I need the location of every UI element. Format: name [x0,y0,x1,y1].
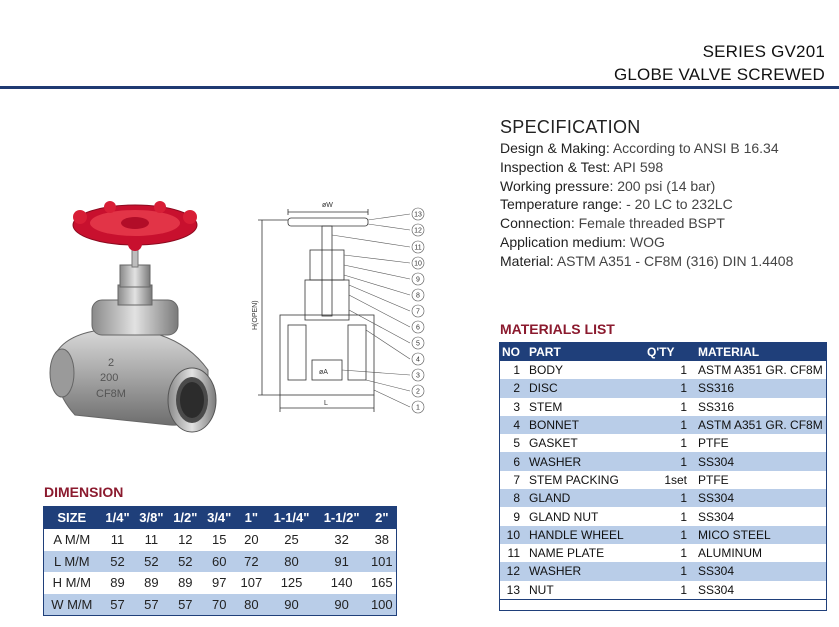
dimension-cell: 165 [367,572,397,594]
materials-header-row [499,342,827,361]
dimension-cell: 80 [236,594,266,616]
spec-label: Application medium: [500,233,627,250]
materials-cell-no: 5 [499,434,526,452]
materials-cell-part: STEM [526,398,644,416]
callout-2: 2 [416,388,420,396]
materials-cell-no: 1 [499,361,526,379]
dimension-cell: 38 [367,529,397,551]
body-mark-material: CF8M [96,388,126,400]
materials-cell-qty: 1 [644,562,695,580]
callout-6: 6 [416,324,420,332]
materials-row [499,562,827,580]
spec-label: Design & Making: [500,140,610,156]
materials-cell-qty: 1 [644,526,695,544]
dimension-row [43,551,397,573]
dimension-row-label: W M/M [43,594,101,616]
materials-row [499,434,827,452]
materials-cell-material: MICO STEEL [695,526,827,544]
specification-title: SPECIFICATION [500,117,641,137]
materials-cell-no: 3 [499,398,526,416]
materials-cell-part: HANDLE WHEEL [526,526,644,544]
materials-row [499,526,827,544]
materials-cell-qty: 1 [644,489,695,507]
materials-cell-part: BONNET [526,416,644,434]
col-qty: Q'TY [644,342,695,361]
callout-5: 5 [416,340,420,348]
materials-row [499,379,827,397]
spec-row [500,214,830,233]
callout-3: 3 [416,372,420,380]
materials-cell-no: 7 [499,471,526,489]
materials-cell-part: GLAND [526,489,644,507]
dimension-header-cell: 1/4" [101,506,135,529]
dimension-cell: 80 [267,551,317,573]
product-title: GLOBE VALVE SCREWED [613,65,825,84]
dimension-cell: 57 [168,594,202,616]
dimension-row-label: A M/M [43,529,101,551]
materials-row [499,416,827,434]
materials-cell-part: NUT [526,581,644,600]
materials-cell-qty: 1 [644,434,695,452]
materials-title: MATERIALS LIST [500,321,615,337]
dimension-cell: 89 [134,572,168,594]
body-mark-pressure: 200 [100,372,119,384]
dimension-cell: 57 [101,594,135,616]
dimension-cell: 52 [168,551,202,573]
dimension-cell: 107 [236,572,266,594]
dimension-table [43,506,397,615]
dimension-row [43,572,397,594]
materials-cell-qty: 1 [644,507,695,525]
callout-1: 1 [416,404,420,412]
callout-8: 8 [416,292,420,300]
materials-row [499,398,827,416]
dimension-cell: 52 [101,551,135,573]
materials-cell-qty: 1 [644,379,695,397]
dimension-cell: 97 [202,572,236,594]
spec-value: 200 psi (14 bar) [617,177,716,194]
dimension-header-cell: SIZE [43,506,101,529]
materials-cell-qty: 1 [644,581,695,600]
materials-cell-material: ALUMINUM [695,544,827,562]
materials-cell-material: PTFE [695,434,827,452]
dimension-header-cell: 2" [367,506,397,529]
col-material: MATERIAL [695,342,827,361]
materials-cell-material: ASTM A351 GR. CF8M [695,361,827,379]
spec-row [500,158,830,177]
dimension-row-label: L M/M [43,551,101,573]
materials-row [499,361,827,379]
dimension-cell: 125 [267,572,317,594]
dimension-cell: 89 [101,572,135,594]
materials-cell-material: SS316 [695,398,827,416]
dimension-cell: 60 [202,551,236,573]
spec-row [500,252,830,271]
dimension-header-cell: 1-1/4" [267,506,317,529]
callout-9: 9 [416,276,420,284]
dimension-cell: 70 [202,594,236,616]
valve-photo [40,195,230,450]
materials-cell-no: 9 [499,507,526,525]
materials-cell-no: 12 [499,562,526,580]
dimension-header-cell: 1/2" [168,506,202,529]
materials-cell-part: BODY [526,361,644,379]
materials-row [499,489,827,507]
materials-row [499,452,827,470]
materials-cell-material: PTFE [695,471,827,489]
materials-cell-no: 11 [499,544,526,562]
dimension-cell: 52 [134,551,168,573]
dimension-header-cell: 1" [236,506,266,529]
drawing-label-a: øA [319,369,328,376]
series-title: SERIES GV201 [702,42,825,61]
dimension-title: DIMENSION [44,484,124,500]
spec-value: According to ANSI B 16.34 [612,140,779,156]
materials-cell-qty: 1 [644,452,695,470]
dimension-cell: 12 [168,529,202,551]
callout-4: 4 [416,356,420,364]
materials-cell-material: SS304 [695,489,827,507]
callout-12: 12 [414,227,422,235]
materials-row [499,581,827,600]
dimension-cell: 25 [267,529,317,551]
callout-7: 7 [416,308,420,316]
materials-cell-material: ASTM A351 GR. CF8M [695,416,827,434]
materials-cell-no: 6 [499,452,526,470]
materials-cell-no: 4 [499,416,526,434]
materials-cell-part: WASHER [526,562,644,580]
header-divider [0,86,839,89]
valve-drawing [240,190,440,430]
specification-section [500,117,830,271]
spec-label: Connection: [500,215,575,232]
dimension-cell: 91 [317,551,367,573]
spec-label: Material: [500,252,554,269]
dimension-cell: 90 [317,594,367,616]
spec-label: Working pressure: [500,177,614,194]
spec-label: Temperature range: [500,196,623,213]
callout-10: 10 [414,260,422,268]
body-mark-size: 2 [108,357,115,369]
callout-11: 11 [414,244,422,252]
dimension-cell: 101 [367,551,397,573]
drawing-label-l: L [324,400,328,407]
materials-cell-no: 10 [499,526,526,544]
dimension-cell: 11 [134,529,168,551]
materials-cell-material: SS316 [695,379,827,397]
callout-13: 13 [414,211,422,219]
spec-row [500,233,830,252]
dimension-header-cell: 3/4" [202,506,236,529]
materials-cell-material: SS304 [695,507,827,525]
materials-cell-part: NAME PLATE [526,544,644,562]
spec-value: WOG [629,233,665,250]
spec-value: Female threaded BSPT [578,215,725,232]
dimension-cell: 20 [236,529,266,551]
drawing-label-w: øW [322,202,333,209]
dimension-row [43,529,397,551]
materials-cell-material: SS304 [695,562,827,580]
dimension-cell: 90 [267,594,317,616]
dimension-row [43,594,397,616]
spec-row [500,177,830,196]
dimension-header-cell: 1-1/2" [317,506,367,529]
dimension-cell: 72 [236,551,266,573]
spec-row [500,195,830,214]
materials-cell-material: SS304 [695,581,827,600]
dimension-cell: 15 [202,529,236,551]
materials-cell-no: 8 [499,489,526,507]
materials-cell-part: GASKET [526,434,644,452]
materials-cell-material: SS304 [695,452,827,470]
materials-cell-no: 2 [499,379,526,397]
materials-cell-no: 13 [499,581,526,600]
dimension-cell: 140 [317,572,367,594]
dimension-cell: 100 [367,594,397,616]
materials-cell-qty: 1 [644,416,695,434]
materials-row [499,507,827,525]
dimension-cell: 11 [101,529,135,551]
materials-cell-part: DISC [526,379,644,397]
materials-row [499,544,827,562]
col-no: NO [499,342,526,361]
materials-cell-qty: 1 [644,544,695,562]
spec-value: ASTM A351 - CF8M (316) DIN 1.4408 [556,252,794,269]
materials-cell-part: STEM PACKING [526,471,644,489]
materials-cell-qty: 1 [644,398,695,416]
dimension-cell: 89 [168,572,202,594]
materials-cell-part: WASHER [526,452,644,470]
materials-cell-qty: 1set [644,471,695,489]
materials-cell-part: GLAND NUT [526,507,644,525]
dimension-cell: 57 [134,594,168,616]
spec-value: - 20 LC to 232LC [626,196,733,213]
spec-row [500,139,830,158]
dimension-cell: 32 [317,529,367,551]
drawing-label-h: H(OPEN) [252,300,259,330]
dimension-row-label: H M/M [43,572,101,594]
spec-value: API 598 [613,158,664,175]
spec-label: Inspection & Test: [500,158,611,175]
materials-row [499,471,827,489]
materials-table [499,342,827,600]
dimension-header-row [43,506,397,529]
col-part: PART [526,342,644,361]
dimension-header-cell: 3/8" [134,506,168,529]
materials-cell-qty: 1 [644,361,695,379]
